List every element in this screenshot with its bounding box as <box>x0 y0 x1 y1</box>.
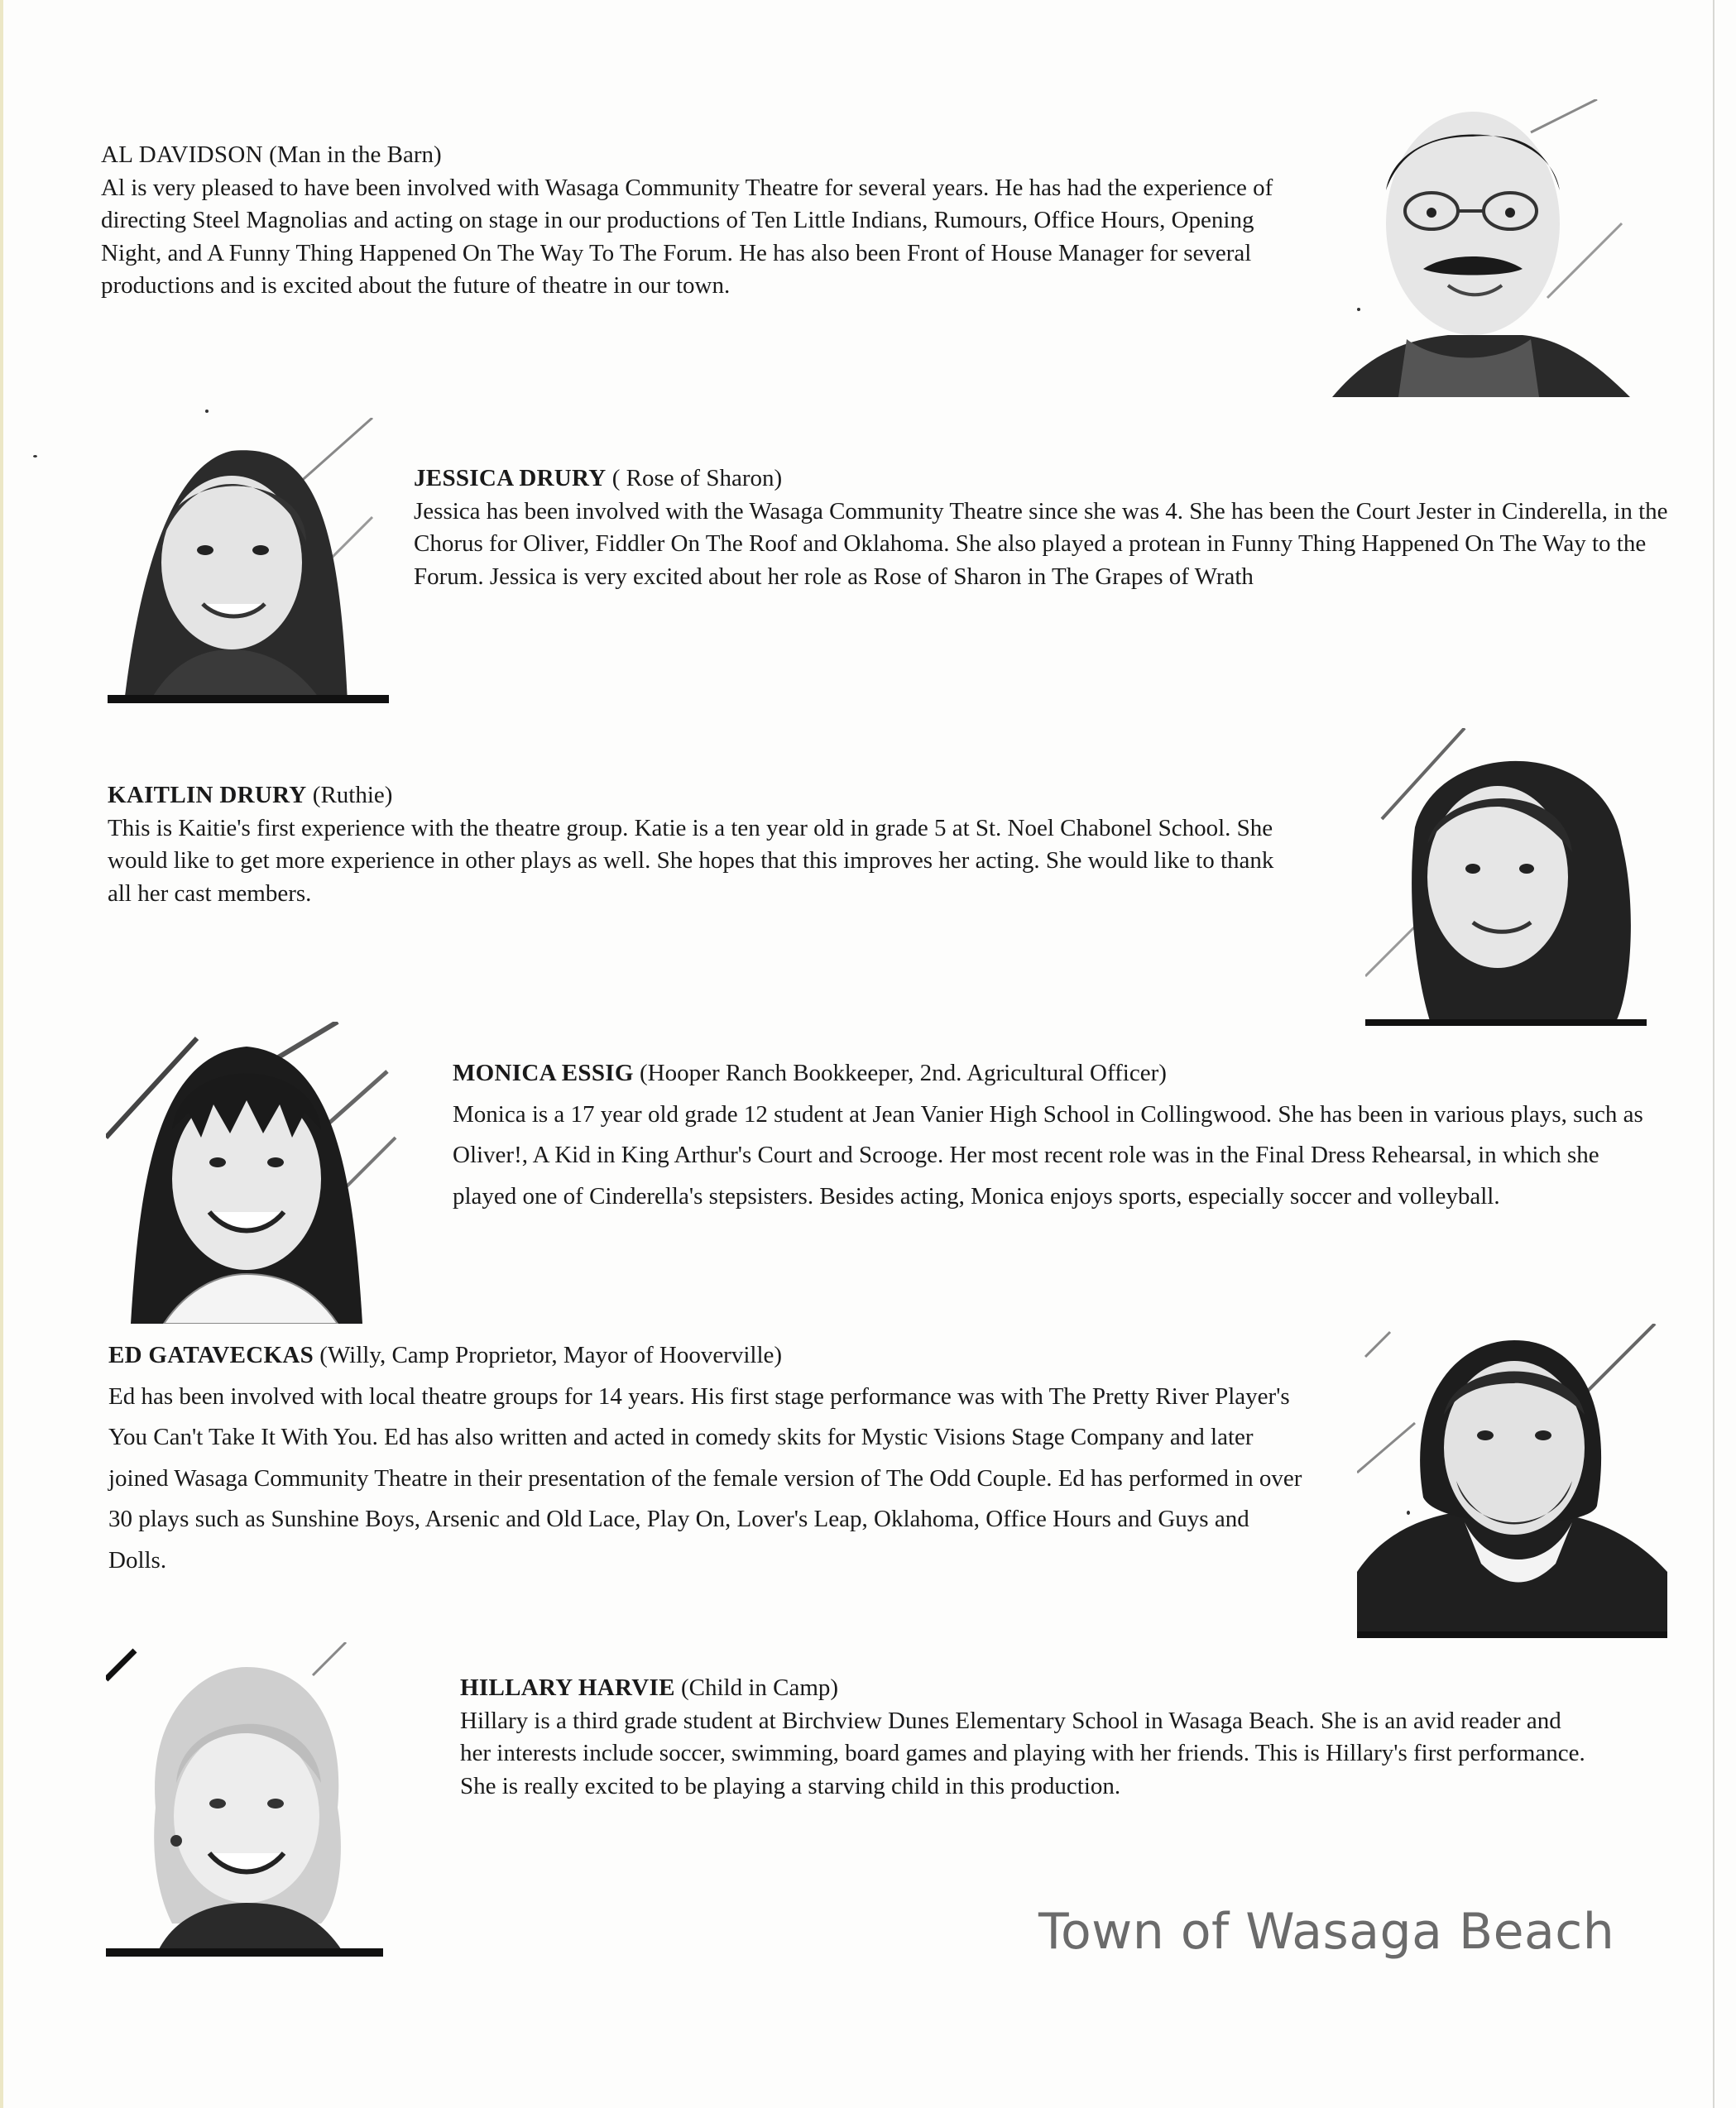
photo-al-davidson <box>1324 99 1630 397</box>
photo-hillary-harvie <box>106 1642 383 1957</box>
cast-bio-text: Hillary is a third grade student at Birchview Dunes Elementary School in Wasaga Beach. She is an avid reader and her interests include soccer, swimming, board games and playing with her friends. This is Hillary's first performance. She is really excited to be playing a starving child in this production. <box>460 1707 1585 1799</box>
photo-ed-gataveckas <box>1357 1324 1667 1638</box>
bio-hillary-harvie <box>460 1672 1585 1803</box>
portrait-teen-girl-icon <box>106 1022 397 1324</box>
cast-bio-text: This is Kaitie's first experience with the theatre group. Katie is a ten year old in grade 5 at St. Noel Chabonel School. She would like to get more experience in other plays as well. She hopes that this improves her acting. She would like to thank all her cast members. <box>108 814 1274 907</box>
bio-ed-gataveckas <box>108 1335 1308 1581</box>
cast-role: (Willy, Camp Proprietor, Mayor of Hooverville) <box>319 1342 783 1368</box>
portrait-young-woman-icon <box>108 418 389 703</box>
cast-role: (Hooper Ranch Bookkeeper, 2nd. Agricultural Officer) <box>640 1060 1167 1086</box>
photo-jessica-drury <box>108 418 389 703</box>
cast-name: KAITLIN DRURY <box>108 782 307 808</box>
cast-role: (Ruthie) <box>312 782 393 808</box>
cast-name: ED GATAVECKAS <box>108 1342 314 1368</box>
page-edge <box>0 0 3 2108</box>
portrait-girl-icon <box>1365 728 1647 1026</box>
page-fold <box>1713 0 1714 2108</box>
cast-name: MONICA ESSIG <box>453 1060 634 1086</box>
bio-kaitlin-drury <box>108 779 1283 910</box>
bio-al-davidson <box>101 139 1276 303</box>
cast-name: JESSICA DRURY <box>414 465 607 491</box>
photo-kaitlin-drury <box>1365 728 1647 1026</box>
watermark: Town of Wasaga Beach <box>1038 1903 1615 1961</box>
scan-speck <box>1407 1511 1410 1515</box>
cast-role: (Man in the Barn) <box>269 141 442 168</box>
bio-jessica-drury <box>414 462 1688 593</box>
cast-name: HILLARY HARVIE <box>460 1674 675 1701</box>
portrait-man-glasses-moustache-icon <box>1324 99 1630 397</box>
scan-speck <box>1357 308 1360 311</box>
portrait-man-beard-icon <box>1357 1324 1667 1638</box>
cast-bio-text: Al is very pleased to have been involved with Wasaga Community Theatre for several years. He has had the experience of directing Steel Magnolias and acting on stage in our productions of Ten Little Indians, Rumours, Office Hours, Opening Night, and A Funny Thing Happened On The Way To The Forum. He has also been Front of House Manager for several productions and is excited about the future of theatre in our town. <box>101 174 1273 299</box>
cast-bio-text: Monica is a 17 year old grade 12 student at Jean Vanier High School in Collingwood. She has been in various plays, such as Oliver!, A Kid in King Arthur's Court and Scrooge. Her most recent role was in the Final Dress Rehearsal, in which she played one of Cinderella's stepsisters. Besides acting, Monica enjoys sports, especially soccer and volleyball. <box>453 1100 1643 1210</box>
scan-speck <box>33 455 37 458</box>
photo-monica-essig <box>106 1022 397 1324</box>
scan-speck <box>205 410 209 413</box>
cast-bio-text: Ed has been involved with local theatre groups for 14 years. His first stage performance was with The Pretty River Player's You Can't Take It With You. Ed has also written and acted in comedy skits for Mystic Visions Stage Company and later joined Wasaga Community Theatre in their presentation of the female version of The Odd Couple. Ed has performed in over 30 plays such as Sunshine Boys, Arsenic and Old Lace, Play On, Lover's Leap, Oklahoma, Office Hours and Guys and Dolls. <box>108 1382 1302 1574</box>
bio-monica-essig <box>453 1053 1661 1217</box>
cast-role: ( Rose of Sharon) <box>611 465 783 491</box>
cast-name: AL DAVIDSON <box>101 141 263 168</box>
portrait-blonde-girl-icon <box>106 1642 383 1957</box>
cast-role: (Child in Camp) <box>680 1674 839 1701</box>
cast-bio-text: Jessica has been involved with the Wasaga Community Theatre since she was 4. She has been the Court Jester in Cinderella, in the Chorus for Oliver, Fiddler On The Roof and Oklahoma. She also played a protean in Funny Thing Happened On The Way to the Forum. Jessica is very excited about her role as Rose of Sharon in The Grapes of Wrath <box>414 497 1668 590</box>
